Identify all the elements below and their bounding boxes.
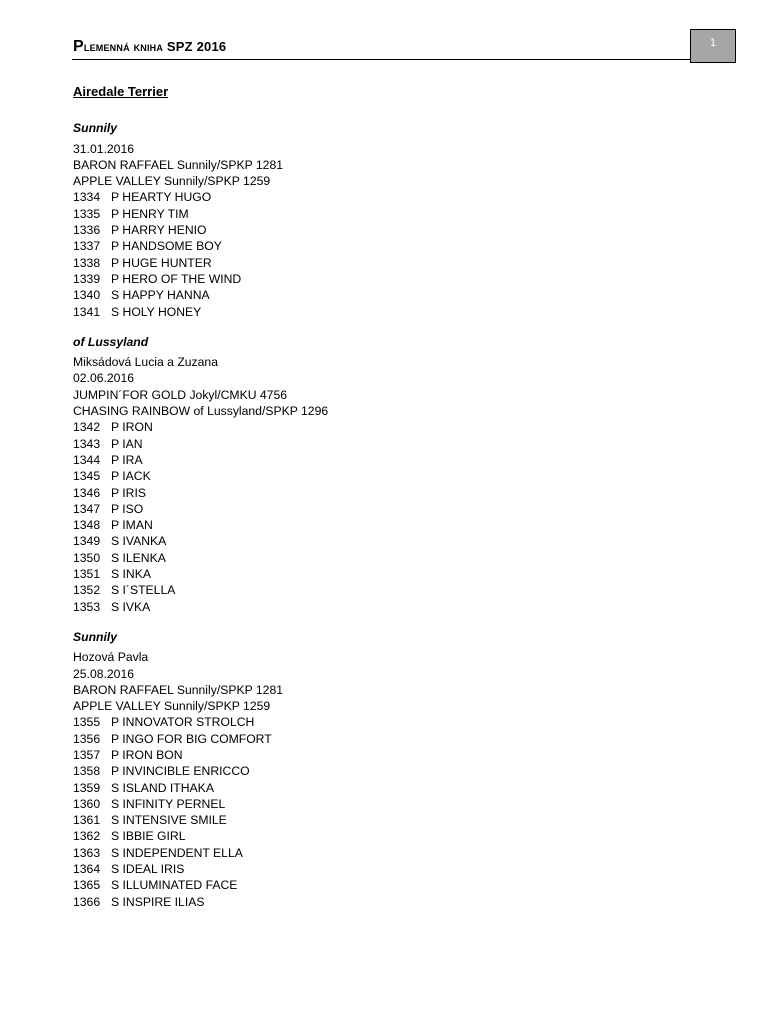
puppy-name: P HANDSOME BOY [111, 239, 222, 254]
page-title [73, 38, 226, 56]
puppy-number: 1358 [73, 764, 101, 779]
page-number-badge: 1 [690, 29, 736, 63]
puppy-number: 1338 [73, 255, 101, 270]
litter-info-line: BARON RAFFAEL Sunnily/SPKP 1281 [73, 682, 283, 697]
litter-group [73, 334, 673, 615]
litter-list [73, 120, 673, 910]
puppy-name: P ISO [111, 501, 144, 516]
litter-info-line: APPLE VALLEY Sunnily/SPKP 1259 [73, 174, 271, 189]
litter-info-line: 25.08.2016 [73, 666, 134, 681]
puppy-number: 1351 [73, 567, 101, 582]
puppy-number: 1366 [73, 894, 101, 909]
puppy-number: 1336 [73, 223, 101, 238]
litter-info-line: JUMPIN´FOR GOLD Jokyl/CMKU 4756 [73, 387, 287, 402]
kennel-name: of Lussyland [73, 334, 149, 349]
puppy-number: 1353 [73, 599, 101, 614]
puppy-name: P IAN [111, 436, 143, 451]
litter-info-line: Hozová Pavla [73, 650, 149, 665]
litter-group [73, 120, 673, 320]
puppy-entry [73, 533, 673, 549]
puppy-number: 1357 [73, 747, 101, 762]
puppy-number: 1356 [73, 731, 101, 746]
puppy-number: 1345 [73, 469, 101, 484]
kennel-name: Sunnily [73, 121, 118, 136]
puppy-name: P HARRY HENIO [111, 223, 207, 238]
puppy-name: S INTENSIVE SMILE [111, 813, 227, 828]
puppy-entry [73, 763, 673, 779]
puppy-number: 1350 [73, 550, 101, 565]
puppy-number: 1360 [73, 796, 101, 811]
puppy-entry [73, 747, 673, 763]
puppy-number: 1337 [73, 239, 101, 254]
puppy-name: P HERO OF THE WIND [111, 271, 242, 286]
breed-heading: Airedale Terrier [73, 84, 169, 99]
puppy-name: S ILENKA [111, 550, 166, 565]
litter-info-line: CHASING RAINBOW of Lussyland/SPKP 1296 [73, 404, 329, 419]
puppy-name: S IVANKA [111, 534, 167, 549]
puppy-name: P HUGE HUNTER [111, 255, 212, 270]
puppy-number: 1340 [73, 288, 101, 303]
puppy-entry [73, 550, 673, 566]
puppy-number: 1362 [73, 829, 101, 844]
puppy-entry [73, 222, 673, 238]
puppy-number: 1343 [73, 436, 101, 451]
litter-info-line: Miksádová Lucia a Zuzana [73, 355, 218, 370]
puppy-name: S ISLAND ITHAKA [111, 780, 214, 795]
puppy-name: P HEARTY HUGO [111, 190, 212, 205]
puppy-name: P IRA [111, 452, 143, 467]
puppy-entry [73, 877, 673, 893]
kennel-name: Sunnily [73, 629, 118, 644]
puppy-entry [73, 714, 673, 730]
litter-info-line: APPLE VALLEY Sunnily/SPKP 1259 [73, 699, 271, 714]
puppy-entry [73, 452, 673, 468]
puppy-entry [73, 436, 673, 452]
puppy-name: P IRON [111, 420, 153, 435]
puppy-name: S IBBIE GIRL [111, 829, 186, 844]
puppy-name: P INVINCIBLE ENRICCO [111, 764, 250, 779]
puppy-name: S ILLUMINATED FACE [111, 878, 238, 893]
puppy-name: S HOLY HONEY [111, 304, 202, 319]
puppy-entry [73, 419, 673, 435]
header-divider [72, 59, 692, 60]
puppy-entry [73, 468, 673, 484]
litter-info-line: BARON RAFFAEL Sunnily/SPKP 1281 [73, 157, 283, 172]
puppy-entry [73, 566, 673, 582]
litter-group [73, 629, 673, 910]
puppy-entry [73, 304, 673, 320]
puppy-entry [73, 845, 673, 861]
puppy-name: P IRON BON [111, 747, 183, 762]
puppy-name: S I´STELLA [111, 583, 176, 598]
puppy-entry [73, 599, 673, 615]
puppy-entry [73, 287, 673, 303]
puppy-entry [73, 796, 673, 812]
puppy-name: P HENRY TIM [111, 206, 189, 221]
puppy-name: S HAPPY HANNA [111, 288, 210, 303]
puppy-entry [73, 501, 673, 517]
puppy-number: 1359 [73, 780, 101, 795]
puppy-entry [73, 189, 673, 205]
puppy-entry [73, 517, 673, 533]
puppy-name: P IMAN [111, 518, 153, 533]
puppy-number: 1347 [73, 501, 101, 516]
puppy-name: S IDEAL IRIS [111, 862, 185, 877]
litter-info-line: 31.01.2016 [73, 141, 134, 156]
page-title-initial: P [73, 38, 84, 55]
puppy-entry [73, 828, 673, 844]
puppy-entry [73, 206, 673, 222]
puppy-number: 1363 [73, 845, 101, 860]
puppy-name: P IACK [111, 469, 151, 484]
puppy-number: 1365 [73, 878, 101, 893]
puppy-name: S INFINITY PERNEL [111, 796, 226, 811]
puppy-number: 1344 [73, 452, 101, 467]
puppy-number: 1334 [73, 190, 101, 205]
puppy-number: 1361 [73, 813, 101, 828]
puppy-number: 1349 [73, 534, 101, 549]
puppy-entry [73, 271, 673, 287]
puppy-entry [73, 238, 673, 254]
puppy-number: 1352 [73, 583, 101, 598]
puppy-number: 1335 [73, 206, 101, 221]
puppy-number: 1364 [73, 862, 101, 877]
puppy-number: 1346 [73, 485, 101, 500]
puppy-name: P INNOVATOR STROLCH [111, 715, 255, 730]
puppy-number: 1339 [73, 271, 101, 286]
puppy-name: S IVKA [111, 599, 151, 614]
puppy-entry [73, 894, 673, 910]
puppy-entry [73, 582, 673, 598]
puppy-entry [73, 812, 673, 828]
puppy-name: S INSPIRE ILIAS [111, 894, 205, 909]
puppy-entry [73, 731, 673, 747]
puppy-name: S INKA [111, 567, 151, 582]
puppy-entry [73, 780, 673, 796]
puppy-name: P INGO FOR BIG COMFORT [111, 731, 272, 746]
puppy-name: S INDEPENDENT ELLA [111, 845, 243, 860]
puppy-number: 1342 [73, 420, 101, 435]
litter-info-line: 02.06.2016 [73, 371, 134, 386]
puppy-entry [73, 861, 673, 877]
puppy-number: 1355 [73, 715, 101, 730]
document-body [73, 84, 673, 924]
puppy-entry [73, 485, 673, 501]
puppy-entry [73, 255, 673, 271]
page-title-rest: lemenná kniha SPZ 2016 [83, 39, 227, 54]
puppy-number: 1341 [73, 304, 101, 319]
puppy-number: 1348 [73, 518, 101, 533]
puppy-name: P IRIS [111, 485, 146, 500]
